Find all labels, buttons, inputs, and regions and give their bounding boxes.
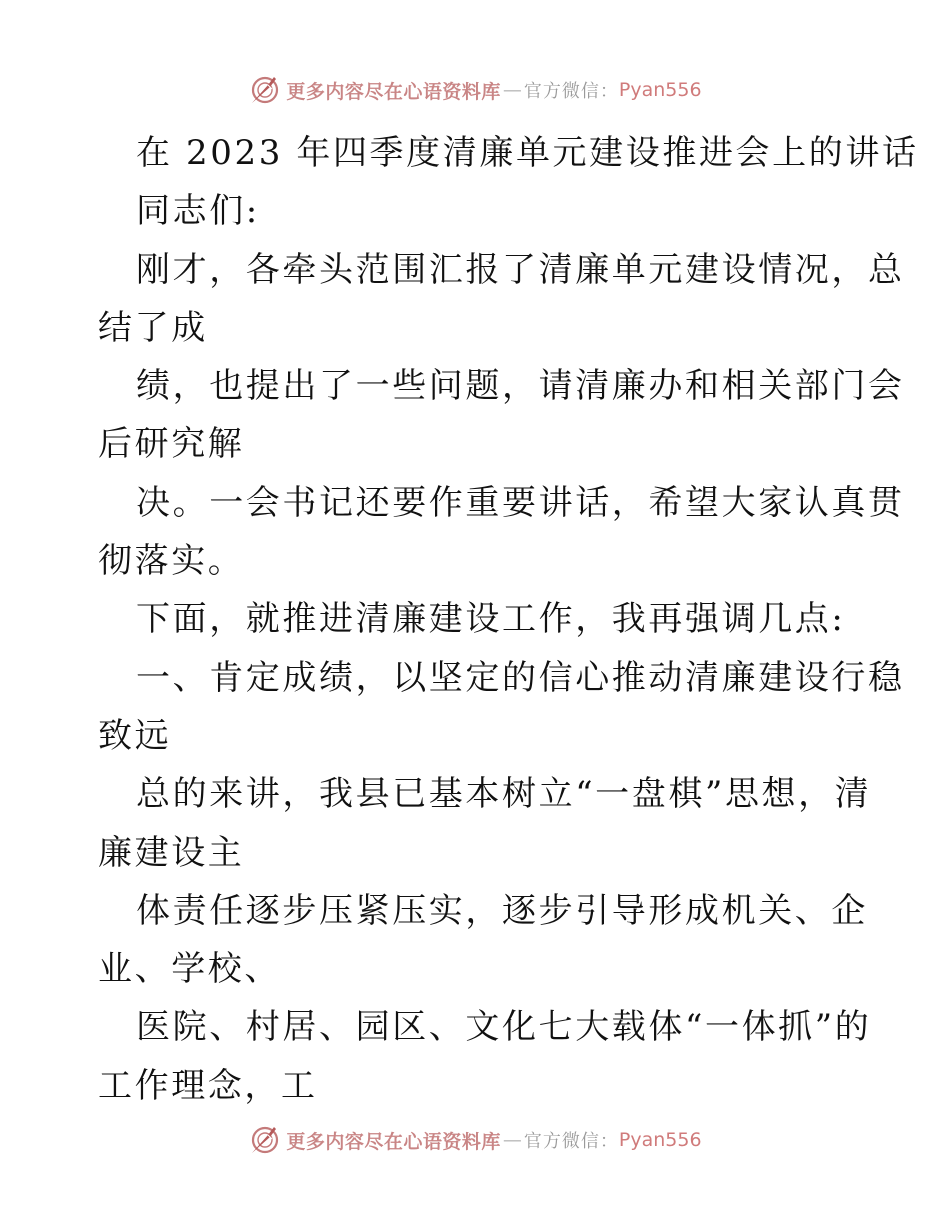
paragraph-line: 彻落实。: [98, 541, 245, 582]
banner-wechat-id: Pyan556: [618, 1129, 702, 1151]
banner-brand-text: 更多内容尽在心语资料库: [286, 80, 501, 103]
footer-banner-content: [248, 1123, 701, 1157]
paragraph-line: 决。一会书记还要作重要讲话，希望大家认真贯: [136, 482, 905, 523]
paragraph-line: 后研究解: [98, 424, 245, 465]
banner-wechat-id: Pyan556: [618, 79, 702, 101]
section-heading: 一、肯定成绩，以坚定的信心推动清廉建设行稳: [136, 657, 905, 698]
banner-wechat-label: 官方微信：: [523, 81, 619, 102]
banner-brand-text: 更多内容尽在心语资料库: [286, 1130, 501, 1153]
header-banner-content: [248, 73, 701, 107]
quill-logo-icon: [248, 1123, 282, 1157]
banner-separator: —: [502, 1129, 522, 1151]
banner-separator: —: [502, 79, 522, 101]
paragraph-line: 工作理念，工: [98, 1065, 318, 1106]
document-body: [98, 124, 919, 1115]
paragraph-line: 廉建设主: [98, 832, 245, 873]
paragraph-line: 下面，就推进清廉建设工作，我再强调几点:: [136, 599, 846, 640]
paragraph-line: 绩，也提出了一些问题，请清廉办和相关部门会: [136, 366, 905, 407]
document-title: 在 2023 年四季度清廉单元建设推进会上的讲话: [136, 133, 919, 173]
footer-banner: [0, 1120, 950, 1160]
header-banner: [0, 70, 950, 110]
section-heading-continued: 致远: [98, 715, 172, 756]
paragraph-line: 医院、村居、园区、文化七大载体“一体抓”的: [136, 1007, 872, 1048]
paragraph-line: 结了成: [98, 307, 208, 348]
paragraph-line: 体责任逐步压紧压实，逐步引导形成机关、企: [136, 890, 868, 931]
paragraph-line: 业、学校、: [98, 949, 281, 990]
paragraph-line: 总的来讲，我县已基本树立“一盘棋”思想，清: [136, 774, 872, 815]
banner-wechat-label: 官方微信：: [523, 1131, 619, 1152]
salutation: 同志们:: [136, 191, 260, 232]
quill-logo-icon: [248, 73, 282, 107]
paragraph-line: 刚才，各牵头范围汇报了清廉单元建设情况，总: [136, 249, 905, 290]
